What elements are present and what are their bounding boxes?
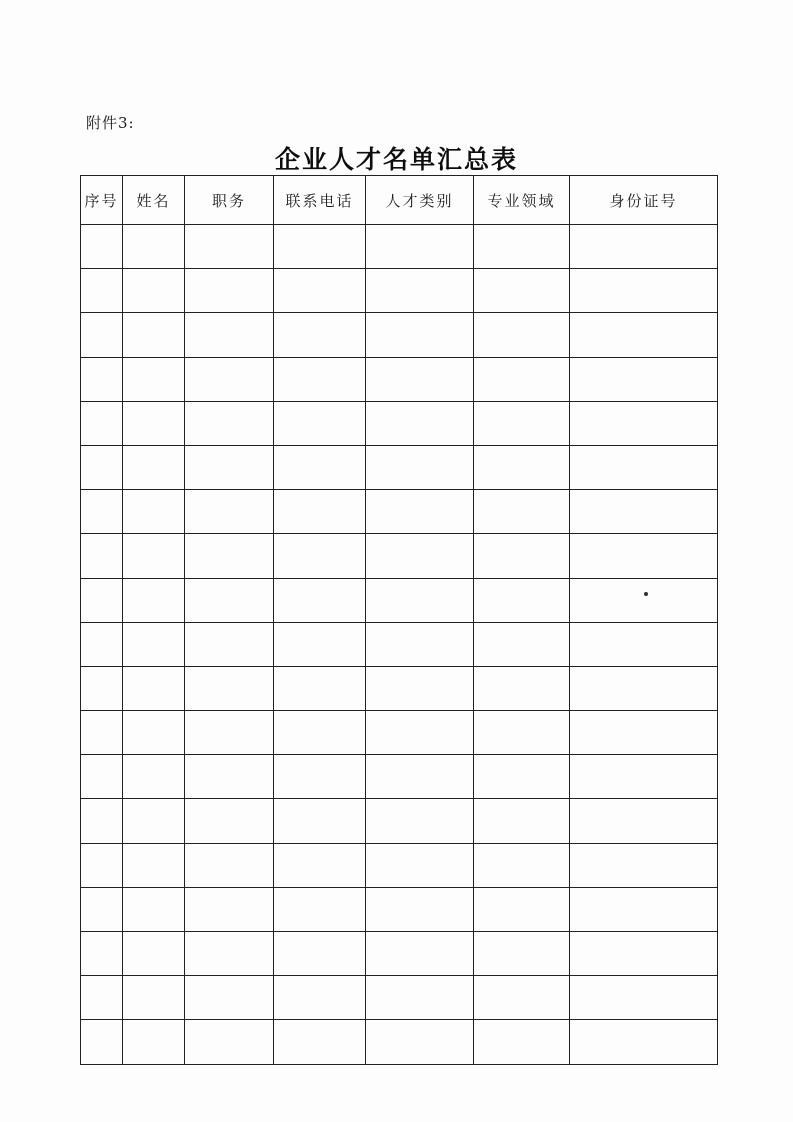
cell-index [81, 578, 123, 622]
cell-name [123, 755, 185, 799]
table-row [81, 490, 718, 534]
table-row [81, 666, 718, 710]
table-row [81, 711, 718, 755]
cell-position [185, 269, 274, 313]
cell-professional-field [474, 490, 570, 534]
cell-index [81, 843, 123, 887]
column-header-talent-category: 人才类别 [366, 176, 474, 225]
cell-position [185, 357, 274, 401]
cell-professional-field [474, 357, 570, 401]
cell-index [81, 269, 123, 313]
cell-professional-field [474, 401, 570, 445]
cell-position [185, 843, 274, 887]
scan-speck [644, 592, 648, 596]
cell-phone [274, 401, 366, 445]
cell-id-number [570, 357, 718, 401]
cell-index [81, 313, 123, 357]
cell-id-number [570, 225, 718, 269]
cell-name [123, 666, 185, 710]
cell-professional-field [474, 445, 570, 489]
cell-id-number [570, 1020, 718, 1064]
cell-phone [274, 755, 366, 799]
cell-professional-field [474, 843, 570, 887]
cell-id-number [570, 932, 718, 976]
table-row [81, 755, 718, 799]
cell-name [123, 622, 185, 666]
cell-index [81, 490, 123, 534]
cell-index [81, 622, 123, 666]
table-row [81, 799, 718, 843]
cell-id-number [570, 445, 718, 489]
cell-phone [274, 622, 366, 666]
column-header-name: 姓名 [123, 176, 185, 225]
cell-name [123, 401, 185, 445]
cell-name [123, 1020, 185, 1064]
cell-talent-category [366, 225, 474, 269]
cell-talent-category [366, 799, 474, 843]
cell-id-number [570, 843, 718, 887]
cell-index [81, 357, 123, 401]
table-header-row [81, 176, 718, 225]
cell-id-number [570, 490, 718, 534]
cell-id-number [570, 622, 718, 666]
cell-position [185, 1020, 274, 1064]
cell-position [185, 755, 274, 799]
table-row [81, 401, 718, 445]
cell-talent-category [366, 843, 474, 887]
cell-professional-field [474, 269, 570, 313]
table-row [81, 445, 718, 489]
cell-id-number [570, 755, 718, 799]
cell-id-number [570, 401, 718, 445]
cell-position [185, 534, 274, 578]
table-row [81, 313, 718, 357]
cell-talent-category [366, 357, 474, 401]
cell-talent-category [366, 490, 474, 534]
table-row [81, 887, 718, 931]
cell-name [123, 313, 185, 357]
cell-id-number [570, 578, 718, 622]
cell-position [185, 622, 274, 666]
table-row [81, 578, 718, 622]
cell-phone [274, 578, 366, 622]
cell-phone [274, 225, 366, 269]
cell-name [123, 976, 185, 1020]
attachment-label: 附件3: [86, 114, 135, 132]
cell-professional-field [474, 755, 570, 799]
cell-phone [274, 269, 366, 313]
cell-professional-field [474, 932, 570, 976]
cell-name [123, 225, 185, 269]
cell-name [123, 887, 185, 931]
cell-index [81, 755, 123, 799]
cell-phone [274, 1020, 366, 1064]
cell-phone [274, 490, 366, 534]
cell-talent-category [366, 666, 474, 710]
cell-name [123, 799, 185, 843]
cell-position [185, 711, 274, 755]
cell-talent-category [366, 711, 474, 755]
cell-id-number [570, 666, 718, 710]
cell-position [185, 401, 274, 445]
table-row [81, 932, 718, 976]
cell-talent-category [366, 887, 474, 931]
cell-talent-category [366, 578, 474, 622]
cell-index [81, 534, 123, 578]
column-header-professional-field: 专业领域 [474, 176, 570, 225]
cell-professional-field [474, 799, 570, 843]
column-header-id-number: 身份证号 [570, 176, 718, 225]
cell-professional-field [474, 534, 570, 578]
cell-name [123, 357, 185, 401]
cell-index [81, 711, 123, 755]
cell-id-number [570, 711, 718, 755]
talent-roster-table [80, 175, 718, 1065]
cell-phone [274, 445, 366, 489]
cell-phone [274, 976, 366, 1020]
cell-talent-category [366, 976, 474, 1020]
cell-index [81, 666, 123, 710]
cell-professional-field [474, 1020, 570, 1064]
cell-index [81, 799, 123, 843]
cell-talent-category [366, 534, 474, 578]
cell-name [123, 490, 185, 534]
cell-phone [274, 799, 366, 843]
cell-position [185, 225, 274, 269]
cell-position [185, 887, 274, 931]
cell-talent-category [366, 313, 474, 357]
cell-talent-category [366, 622, 474, 666]
table-row [81, 843, 718, 887]
cell-name [123, 269, 185, 313]
cell-talent-category [366, 932, 474, 976]
cell-index [81, 976, 123, 1020]
table-row [81, 1020, 718, 1064]
cell-talent-category [366, 445, 474, 489]
table-row [81, 225, 718, 269]
table-row [81, 622, 718, 666]
table-row [81, 534, 718, 578]
cell-position [185, 313, 274, 357]
cell-position [185, 490, 274, 534]
cell-professional-field [474, 711, 570, 755]
cell-position [185, 932, 274, 976]
cell-position [185, 976, 274, 1020]
cell-id-number [570, 976, 718, 1020]
cell-phone [274, 666, 366, 710]
column-header-position: 职务 [185, 176, 274, 225]
table-row [81, 976, 718, 1020]
cell-talent-category [366, 269, 474, 313]
cell-professional-field [474, 225, 570, 269]
cell-phone [274, 887, 366, 931]
cell-phone [274, 313, 366, 357]
table-row [81, 269, 718, 313]
cell-id-number [570, 534, 718, 578]
cell-professional-field [474, 887, 570, 931]
page-title: 企业人才名单汇总表 [274, 145, 518, 174]
cell-index [81, 932, 123, 976]
cell-name [123, 534, 185, 578]
cell-id-number [570, 313, 718, 357]
cell-phone [274, 357, 366, 401]
cell-professional-field [474, 578, 570, 622]
table-row [81, 357, 718, 401]
cell-id-number [570, 269, 718, 313]
cell-name [123, 711, 185, 755]
cell-professional-field [474, 622, 570, 666]
cell-name [123, 843, 185, 887]
cell-name [123, 578, 185, 622]
cell-index [81, 1020, 123, 1064]
cell-talent-category [366, 401, 474, 445]
cell-phone [274, 932, 366, 976]
cell-index [81, 225, 123, 269]
cell-position [185, 578, 274, 622]
cell-phone [274, 711, 366, 755]
cell-talent-category [366, 755, 474, 799]
cell-professional-field [474, 976, 570, 1020]
table-body [81, 225, 718, 1065]
cell-talent-category [366, 1020, 474, 1064]
cell-professional-field [474, 313, 570, 357]
column-header-phone: 联系电话 [274, 176, 366, 225]
cell-name [123, 932, 185, 976]
cell-index [81, 887, 123, 931]
cell-id-number [570, 887, 718, 931]
cell-position [185, 445, 274, 489]
cell-position [185, 799, 274, 843]
column-header-index: 序号 [81, 176, 123, 225]
cell-phone [274, 843, 366, 887]
cell-professional-field [474, 666, 570, 710]
cell-index [81, 445, 123, 489]
cell-name [123, 445, 185, 489]
cell-index [81, 401, 123, 445]
cell-id-number [570, 799, 718, 843]
cell-phone [274, 534, 366, 578]
cell-position [185, 666, 274, 710]
